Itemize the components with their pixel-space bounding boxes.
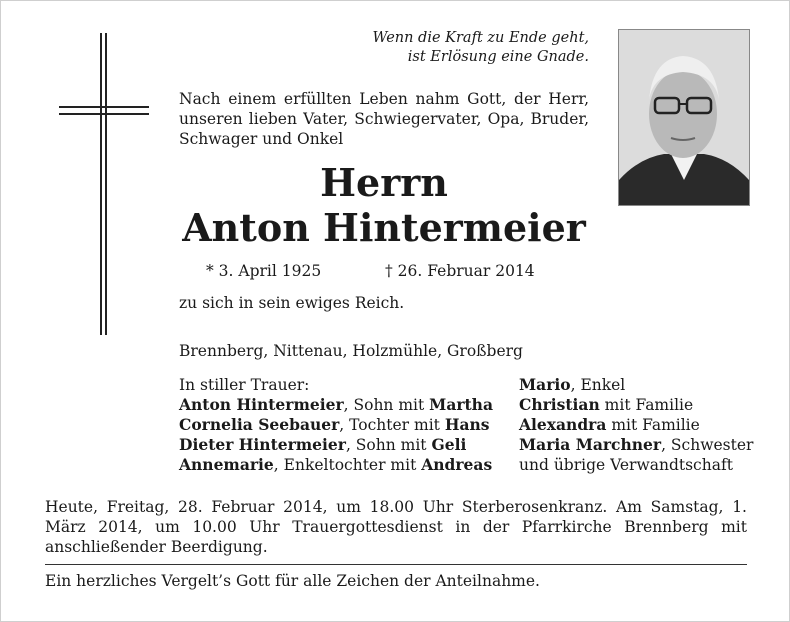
mourner-line: Christian mit Familie: [519, 395, 694, 414]
quote-line-1: Wenn die Kraft zu Ende geht,: [372, 30, 589, 46]
service-details: Heute, Freitag, 28. Februar 2014, um 18.00 Uhr Sterberosenkranz. Am Samstag, 1. März 2014, um 10.00 Uhr Trauergottesdienst in der Pfarrkirche Brennberg mit anschließender Beerdigung.: [45, 498, 747, 556]
thanks-note: Ein herzliches Vergelt’s Gott für alle Zeichen der Anteilnahme.: [45, 572, 540, 590]
mourner-line: und übrige Verwandtschaft: [519, 456, 733, 474]
divider: [45, 564, 747, 565]
mourner-line: Alexandra mit Familie: [519, 415, 700, 434]
mourners-left-column: [179, 375, 493, 475]
memorial-quote: [301, 29, 589, 67]
places-list: Brennberg, Nittenau, Holzmühle, Großberg: [179, 342, 523, 360]
mourner-line: Maria Marchner, Schwester: [519, 435, 754, 454]
mourner-line: Dieter Hintermeier, Sohn mit Geli: [179, 435, 467, 454]
closing-phrase: zu sich in sein ewiges Reich.: [179, 294, 405, 312]
mourner-line: Mario, Enkel: [519, 375, 626, 394]
intro-text: Nach einem erfüllten Leben nahm Gott, der Herr, unseren lieben Vater, Schwiegervater, Opa, Bruder, Schwager und Onkel: [179, 90, 589, 148]
quote-line-2: ist Erlösung eine Gnade.: [407, 49, 589, 65]
mourners-right-column: [519, 375, 753, 475]
portrait-photo: [618, 29, 750, 206]
death-date: † 26. Februar 2014: [385, 262, 535, 280]
mourner-line: In stiller Trauer:: [179, 376, 310, 394]
mourner-line: Cornelia Seebauer, Tochter mit Hans: [179, 415, 490, 434]
mourner-line: Anton Hintermeier, Sohn mit Martha: [179, 395, 493, 414]
mourner-line: Annemarie, Enkeltochter mit Andreas: [179, 455, 493, 474]
birth-date: * 3. April 1925: [206, 262, 322, 280]
salutation: Herrn: [320, 160, 448, 205]
deceased-name: Anton Hintermeier: [182, 205, 586, 250]
